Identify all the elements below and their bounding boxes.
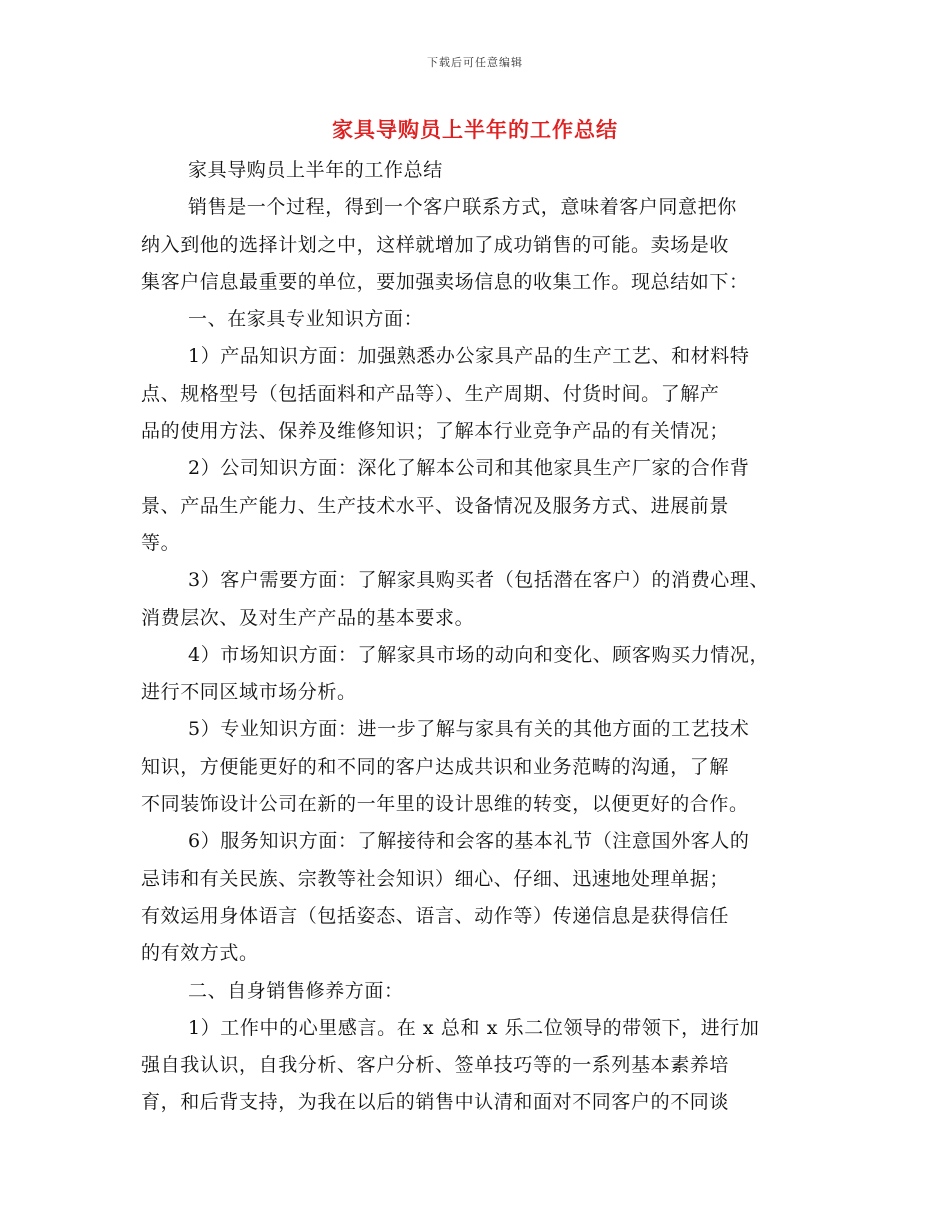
body-line: 强自我认识，自我分析、客户分析、签单技巧等的一系列基本素养培 — [141, 1054, 730, 1077]
body-line: 等。 — [141, 531, 181, 554]
body-line: 一、在家具专业知识方面： — [188, 308, 424, 331]
body-line: 景、产品生产能力、生产技术水平、设备情况及服务方式、进展前景 — [141, 494, 730, 517]
body-line: 5）专业知识方面：进一步了解与家具有关的其他方面的工艺技术 — [188, 718, 750, 741]
body-line: 进行不同区域市场分析。 — [141, 681, 357, 704]
body-line: 忌讳和有关民族、宗教等社会知识）细心、仔细、迅速地处理单据； — [141, 867, 730, 890]
document-body — [141, 152, 811, 1122]
body-line: 4）市场知识方面：了解家具市场的动向和变化、顾客购买力情况， — [188, 643, 770, 666]
body-line: 有效运用身体语言（包括姿态、语言、动作等）传递信息是获得信任 — [141, 904, 730, 927]
document-title: 家具导购员上半年的工作总结 — [332, 118, 618, 142]
body-line: 不同装饰设计公司在新的一年里的设计思维的转变，以便更好的合作。 — [141, 793, 749, 816]
body-line: 6）服务知识方面：了解接待和会客的基本礼节（注意国外客人的 — [188, 830, 750, 853]
body-line: 2）公司知识方面：深化了解本公司和其他家具生产厂家的合作背 — [188, 457, 750, 480]
body-line: 消费层次、及对生产产品的基本要求。 — [141, 606, 475, 629]
body-line: 纳入到他的选择计划之中，这样就增加了成功销售的可能。卖场是收 — [141, 233, 730, 256]
body-line: 集客户信息最重要的单位，要加强卖场信息的收集工作。现总结如下： — [141, 270, 749, 293]
body-line: 1）产品知识方面：加强熟悉办公家具产品的生产工艺、和材料特 — [188, 345, 750, 368]
body-line: 1）工作中的心里感言。在 x 总和 x 乐二位领导的带领下，进行加 — [188, 1016, 760, 1039]
body-line: 的有效方式。 — [141, 942, 259, 965]
body-line: 点、规格型号（包括面料和产品等）、生产周期、付货时间。了解产 — [141, 382, 720, 405]
body-line: 家具导购员上半年的工作总结 — [188, 159, 443, 181]
body-line: 二、自身销售修养方面： — [188, 979, 404, 1002]
body-line: 知识，方便能更好的和不同的客户达成共识和业务范畴的沟通，了解 — [141, 755, 730, 778]
page-header-note: 下载后可任意编辑 — [427, 56, 523, 69]
body-line: 销售是一个过程，得到一个客户联系方式，意味着客户同意把你 — [188, 196, 737, 219]
body-line: 3）客户需要方面：了解家具购买者（包括潜在客户）的消费心理、 — [188, 569, 770, 592]
body-line: 品的使用方法、保养及维修知识；了解本行业竞争产品的有关情况； — [141, 420, 730, 443]
body-line: 育，和后背支持，为我在以后的销售中认清和面对不同客户的不同谈 — [141, 1091, 730, 1114]
